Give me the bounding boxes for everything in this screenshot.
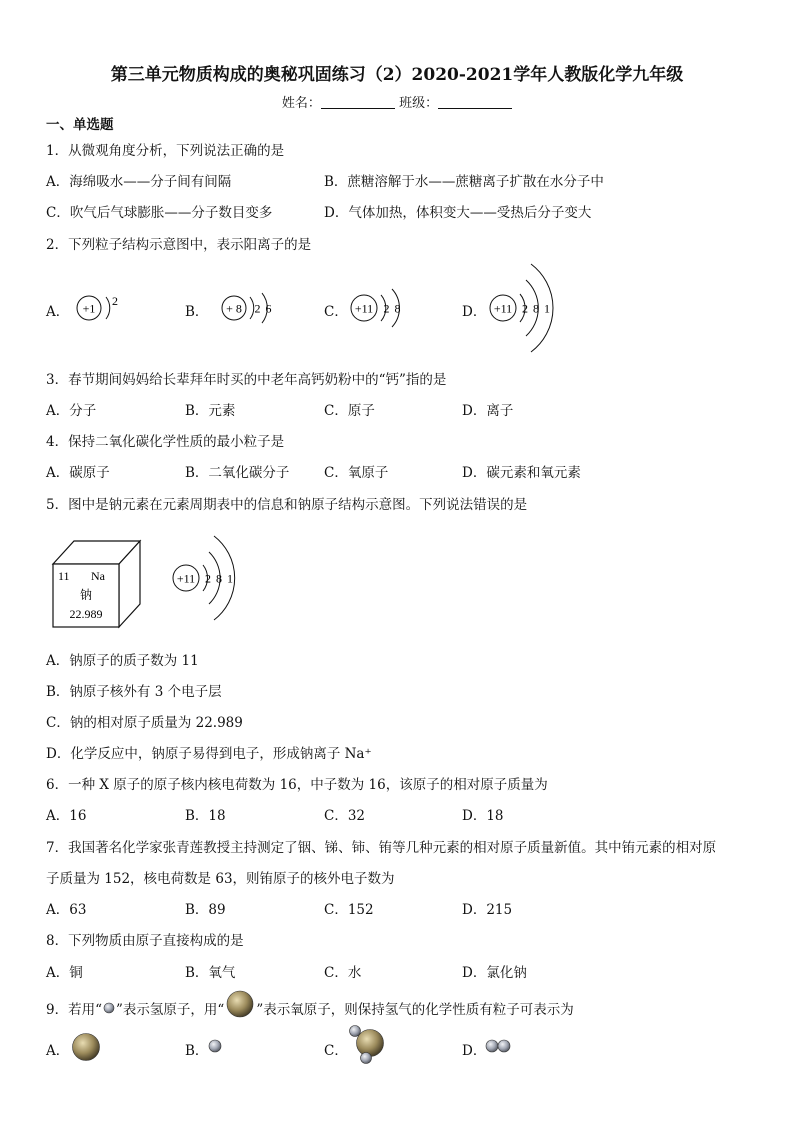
hydrogen-atom-icon xyxy=(102,1002,116,1014)
question-2-option-d[interactable]: D． xyxy=(462,304,487,320)
question-1-option-c[interactable]: C．吹气后气球膨胀——分子数目变多 xyxy=(46,205,273,221)
question-7-option-c[interactable]: C．152 xyxy=(324,902,374,918)
question-6-option-d[interactable]: D．18 xyxy=(462,808,504,824)
student-info-line xyxy=(0,92,794,111)
question-6-option-a[interactable]: A．16 xyxy=(46,808,87,824)
question-9-stem-part-3: ”表示氧原子，则保持氢气的化学性质有粒子可表示为 xyxy=(256,1002,574,1018)
question-2-diagram-d xyxy=(484,258,564,358)
oxygen-atom-icon xyxy=(224,989,256,1019)
diagram-c-electrons: 2 8 xyxy=(383,301,401,316)
question-5-option-a[interactable]: A．钠原子的质子数为 11 xyxy=(46,653,199,669)
class-blank[interactable] xyxy=(438,96,512,109)
question-9-option-d[interactable]: D． xyxy=(462,1043,487,1059)
question-2-option-c[interactable]: C． xyxy=(324,304,348,320)
diagram-c-nucleus: +11 xyxy=(354,301,374,316)
page-title: 第三单元物质构成的奥秘巩固练习（2）2020-2021学年人教版化学九年级 xyxy=(110,65,684,85)
diagram-a-shell-1 xyxy=(106,297,110,319)
question-4-option-b[interactable]: B．二氧化碳分子 xyxy=(185,465,290,481)
question-6-stem: 6．一种 X 原子的原子核内核电荷数为 16，中子数为 16，该原子的相对原子质量为 xyxy=(46,777,548,793)
section-heading: 一、单选题 xyxy=(46,117,114,133)
class-label: 班级： xyxy=(399,96,439,111)
question-5-option-d[interactable]: D．化学反应中，钠原子易得到电子，形成钠离子 Na⁺ xyxy=(46,746,372,762)
question-8-stem: 8．下列物质由原子直接构成的是 xyxy=(46,933,244,949)
question-3-option-a[interactable]: A．分子 xyxy=(46,403,97,419)
question-9-stem-part-2: ”表示氢原子，用“ xyxy=(116,1002,225,1018)
name-blank[interactable] xyxy=(321,96,395,109)
diagram-b-shell-1 xyxy=(250,297,254,319)
sodium-nucleus: +11 xyxy=(176,571,196,586)
option-a-single-oxygen-atom xyxy=(70,1031,102,1063)
question-3-option-c[interactable]: C．原子 xyxy=(324,403,375,419)
diagram-d-nucleus: +11 xyxy=(493,301,513,316)
question-6-option-b[interactable]: B．18 xyxy=(185,808,226,824)
question-5-option-c[interactable]: C．钠的相对原子质量为 22.989 xyxy=(46,715,243,731)
question-6-option-c[interactable]: C．32 xyxy=(324,808,366,824)
atomic-number: 11 xyxy=(58,569,70,583)
question-2-option-a[interactable]: A． xyxy=(46,304,70,320)
question-5-option-b[interactable]: B．钠原子核外有 3 个电子层 xyxy=(46,684,222,700)
question-9-stem xyxy=(46,997,574,1019)
question-9-option-c[interactable]: C． xyxy=(324,1043,348,1059)
sodium-electrons: 2 8 1 xyxy=(205,571,233,586)
question-4-option-c[interactable]: C．氧原子 xyxy=(324,465,389,481)
diagram-a-electrons: 2 xyxy=(112,294,118,308)
question-4-option-d[interactable]: D．碳元素和氧元素 xyxy=(462,465,581,481)
question-7-option-b[interactable]: B．89 xyxy=(185,902,226,918)
element-name: 钠 xyxy=(79,588,93,602)
question-2-diagram-b xyxy=(212,288,292,328)
question-8-option-a[interactable]: A．铜 xyxy=(46,965,83,981)
question-5-stem: 5．图中是钠元素在元素周期表中的信息和钠原子结构示意图。下列说法错误的是 xyxy=(46,497,528,513)
question-7-stem-line-1: 7．我国著名化学家张青莲教授主持测定了铟、锑、铈、铕等几种元素的相对原子质量新值。其中铕元素的相对原 xyxy=(46,840,717,856)
question-2-diagram-c xyxy=(345,282,425,334)
diagram-b-electrons: 2 6 xyxy=(254,301,272,316)
option-c-water-molecule xyxy=(346,1024,388,1066)
question-4-stem: 4．保持二氧化碳化学性质的最小粒子是 xyxy=(46,434,285,450)
question-2-diagram-a xyxy=(70,288,130,328)
question-3-option-b[interactable]: B．元素 xyxy=(185,403,236,419)
question-8-option-d[interactable]: D．氯化钠 xyxy=(462,965,527,981)
question-1-stem: 1．从微观角度分析，下列说法正确的是 xyxy=(46,143,285,159)
question-1-option-a[interactable]: A．海绵吸水——分子间有间隔 xyxy=(46,174,232,190)
question-2-option-b[interactable]: B． xyxy=(185,304,209,320)
question-8-option-b[interactable]: B．氧气 xyxy=(185,965,236,981)
question-7-stem-line-2: 子质量为 152，核电荷数是 63，则铕原子的核外电子数为 xyxy=(46,871,395,887)
question-4-option-a[interactable]: A．碳原子 xyxy=(46,465,110,481)
question-7-option-d[interactable]: D．215 xyxy=(462,902,513,918)
option-b-single-hydrogen-atom xyxy=(207,1038,223,1054)
question-9-option-a[interactable]: A． xyxy=(46,1043,70,1059)
question-7-option-a[interactable]: A．63 xyxy=(46,902,87,918)
question-9-stem-part-1: 9．若用“ xyxy=(46,1002,102,1018)
question-8-option-c[interactable]: C．水 xyxy=(324,965,362,981)
diagram-a-nucleus: +1 xyxy=(82,301,96,316)
question-9-option-b[interactable]: B． xyxy=(185,1043,209,1059)
atomic-mass: 22.989 xyxy=(69,607,103,621)
periodic-table-cell xyxy=(50,538,145,630)
question-3-option-d[interactable]: D．离子 xyxy=(462,403,514,419)
question-2-stem: 2．下列粒子结构示意图中，表示阳离子的是 xyxy=(46,237,312,253)
option-d-hydrogen-molecule xyxy=(484,1038,514,1054)
diagram-d-electrons: 2 8 1 xyxy=(522,301,550,316)
question-1-option-b[interactable]: B．蔗糖溶解于水——蔗糖离子扩散在水分子中 xyxy=(324,174,604,190)
diagram-b-nucleus: + 8 xyxy=(226,301,242,316)
element-symbol: Na xyxy=(91,569,105,583)
question-1-option-d[interactable]: D．气体加热，体积变大——受热后分子变大 xyxy=(324,205,592,221)
sodium-atom-diagram xyxy=(168,530,248,626)
question-3-stem: 3．春节期间妈妈给长辈拜年时买的中老年高钙奶粉中的“钙”指的是 xyxy=(46,372,447,388)
name-label: 姓名： xyxy=(281,96,321,111)
